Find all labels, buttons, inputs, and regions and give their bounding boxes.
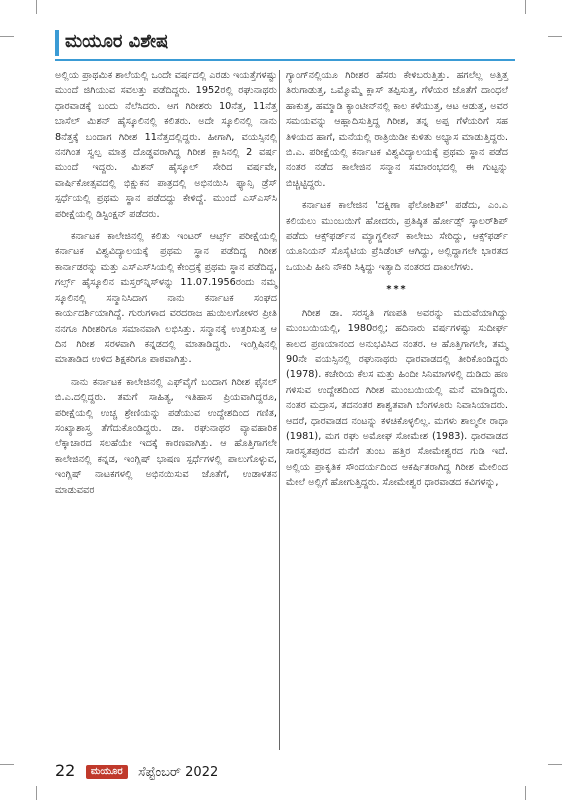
right-column <box>286 68 508 498</box>
paragraph: ಕರ್ನಾಟಕ ಕಾಲೇಜಿನಲ್ಲಿ ಕಲಿತು ಇಂಟರ್ ಆರ್ಟ್ಸ್ ಪರೀಕ್ಷೆಯಲ್ಲಿ ಕರ್ನಾಟಕ ವಿಶ್ವವಿದ್ಯಾಲಯಕ್ಕೆ ಪ್ರಥಮ ಸ್ಥಾನ ಪಡೆದಿದ್ದ ಗಿರೀಶ ಕಾರ್ನಾಡರನ್ನು ಮತ್ತು ಎಸ್‌ಎಸ್‌ಸಿಯಲ್ಲಿ ಕೇಂದ್ರಕ್ಕೆ ಪ್ರಥಮ ಸ್ಥಾನ ಪಡೆದಿದ್ದ, ಗರ್ಲ್ಸ್ ಹೈಸ್ಕೂಲಿನ ಮಸ್ತರ್‌ನ್ನಿಸ್‌ಳನ್ನು 11.07.1956ರಂದು ನಮ್ಮ ಸ್ಕೂಲಿನಲ್ಲಿ ಸನ್ಮಾನಿಸಿದಾಗ ನಾನು ಕರ್ನಾಟಕ ಸಂಘದ ಕಾರ್ಯದರ್ಶಿಯಾಗಿದ್ದೆ. ಗುರುಗಳಾದ ವರದರಾಜ ಹುಯಿಲಗೋಳರ ಪ್ರೀತಿ ನನಗೂ ಗಿರೀಶರಿಗೂ ಸಮಾನವಾಗಿ ಲಭಿಸಿತ್ತು. ಸನ್ಮಾನಕ್ಕೆ ಉತ್ತರಿಸುತ್ತ ಆ ದಿನ ಗಿರೀಶ ಸರಳವಾಗಿ ಕನ್ನಡದಲ್ಲಿ ಮಾತಾಡಿದ್ದರು. ಇಂಗ್ಲಿಷಿನಲ್ಲಿ ಮಾತಾಡಿದ ಉಳಿದ ಶಿಕ್ಷಕರಿಗೂ ಪಾಠವಾಗಿತ್ತು. <box>55 231 277 366</box>
crop-mark <box>548 764 562 765</box>
issue-date: ಸೆಪ್ಟೆಂಬರ್ 2022 <box>138 765 219 780</box>
crop-mark <box>525 786 526 800</box>
paragraph: ಅಲ್ಲಿಯ ಪ್ರಾಥಮಿಕ ಶಾಲೆಯಲ್ಲಿ ಒಂದೇ ವರ್ಷದಲ್ಲಿ ಎರಡು ಇಯತ್ತೆಗಳಷ್ಟು ಮುಂದೆ ಜಿಗಿಯುವ ಸವಲತ್ತು ಪಡೆದಿದ್ದರು. 1952ರಲ್ಲಿ ರಘುನಾಥರು ಧಾರವಾಡಕ್ಕೆ ಬಂದು ನೆಲೆಸಿದರು. ಆಗ ಗಿರೀಶರು 10ನೆತ್ತ, 11ನೆತ್ತ ಬಾಸೆಲ್ ಮಿಶನ್ ಹೈಸ್ಕೂಲಿನಲ್ಲಿ ಕಲಿತರು. ಅದೇ ಸ್ಕೂಲಿನಲ್ಲಿ ನಾನು 8ನೆತ್ತಕ್ಕೆ ಬಂದಾಗ ಗಿರೀಶ 11ನೆತ್ತದಲ್ಲಿದ್ದರು. ಹೀಗಾಗಿ, ವಯಸ್ಸಿನಲ್ಲಿ ನನಗಿಂತ ಸ್ವಲ್ಪ ಮಾತ್ರ ದೊಡ್ಡವರಾಗಿದ್ದ ಗಿರೀಶ ಕ್ಲಾಸಿನಲ್ಲಿ 2 ವರ್ಷ ಮುಂದೆ ಇದ್ದರು. ಮಿಶನ್ ಹೈಸ್ಕೂಲ್ ಸೇರಿದ ವರ್ಷವೇ, ವಾರ್ಷಿಕೋತ್ಸವದಲ್ಲಿ ಭಿಕ್ಷುಕನ ಪಾತ್ರದಲ್ಲಿ ಅಭಿನಯಿಸಿ ಫ್ಯಾನ್ಸಿ ಡ್ರೆಸ್ ಸ್ಪರ್ಧೆಯಲ್ಲಿ ಪ್ರಥಮ ಸ್ಥಾನ ಪಡೆದದ್ದು ಕೇಳಿದ್ದೆ. ಮುಂದೆ ಎಸ್‌ಎಸ್‌ಸಿ ಪರೀಕ್ಷೆಯಲ್ಲಿ ಡಿಸ್ಟಿಂಕ್ಷನ್ ಪಡೆದರು. <box>55 70 277 220</box>
section-header <box>55 30 515 64</box>
paragraph: ಗ್ಯಾಂಗ್‌ನಲ್ಲಿಯೂ ಗಿರೀಶರ ಹೆಸರು ಕೇಳಿಬರುತ್ತಿತ್ತು. ಹಗಲೆಲ್ಲ ಅತ್ತಿತ್ತ ತಿರುಗಾಡುತ್ತ, ಒಮ್ಮೊಮ್ಮೆ ಕ್ಲಾಸ್ ತಪ್ಪಿಸುತ್ತ, ಗೆಳೆಯರ ಜೊತೆಗೆ ದಾಂಧಲೆ ಹಾಕುತ್ತ, ಹಮ್ಮಾಡಿ ಕ್ಯಾಂಟೀನ್‌ನಲ್ಲಿ ಕಾಲ ಕಳೆಯುತ್ತ, ಆಟ ಆಡುತ್ತ, ಅವರ ಸಮಯವನ್ನು ಆಹ್ಲಾದಿಸುತ್ತಿದ್ದ ಗಿರೀಶ, ತನ್ನ ಅಪ್ಪ ಗೆಳೆಯರಿಗೆ ಸಹ ತಿಳಿಯದ ಹಾಗೆ, ಮನೆಯಲ್ಲಿ ರಾತ್ರಿಯಿಡೀ ಕುಳಿತು ಅಭ್ಯಾಸ ಮಾಡುತ್ತಿದ್ದರು. ಬಿ.ಎ. ಪರೀಕ್ಷೆಯಲ್ಲಿ ಕರ್ನಾಟಕ ವಿಶ್ವವಿದ್ಯಾಲಯಕ್ಕೆ ಪ್ರಥಮ ಸ್ಥಾನ ಪಡೆದ ನಂತರ ನಡೆದ ಕಾಲೇಜಿನ ಸನ್ಮಾನ ಸಮಾರಂಭದಲ್ಲಿ ಈ ಗುಟ್ಟನ್ನು ಬಿಚ್ಚಿಟ್ಟಿದ್ದರು. <box>286 70 508 189</box>
column-divider <box>279 70 280 750</box>
page-number: 22 <box>55 761 76 780</box>
magazine-logo: ಮಯೂರ <box>86 765 128 779</box>
page-footer <box>55 758 355 784</box>
crop-mark <box>525 0 526 14</box>
crop-mark <box>548 36 562 37</box>
paragraph: ಕರ್ನಾಟಕ ಕಾಲೇಜಿನ 'ದಕ್ಷಿಣಾ ಫೆಲೋಶಿಪ್' ಪಡೆದು, ಎಂ.ಎ ಕಲಿಯಲು ಮುಂಬಯಿಗೆ ಹೋದರು, ಪ್ರತಿಷ್ಠಿತ ರ್ಹೋಡ್ಸ್ ಸ್ಕಾಲರ್‌ಶಿಪ್ ಪಡೆದು ಆಕ್ಸ್‌ಫರ್ಡ್‌ನ ಮ್ಯಾಗ್ಡಲೀನ್ ಕಾಲೇಜು ಸೇರಿದ್ದು, ಆಕ್ಸ್‌ಫರ್ಡ್ ಯೂನಿಯನ್ ಸೊಸೈಟಿಯ ಪ್ರೆಸಿಡೆಂಟ್ ಆಗಿದ್ದು, ಅಲ್ಲಿದ್ದಾಗಲೇ ಭಾರತದ ಒಯುಪಿ ಹೀನಿ ನೌಕರಿ ಸಿಕ್ಕಿದ್ದು ಇತ್ಯಾದಿ ನಂತರದ ದಾಖಲೆಗಳು. <box>286 200 508 273</box>
header-accent-bar <box>55 30 59 56</box>
section-title: ಮಯೂರ ವಿಶೇಷ <box>65 31 169 52</box>
paragraph: ಗಿರೀಶ ಡಾ. ಸರಸ್ವತಿ ಗಣಪತಿ ಅವರನ್ನು ಮದುವೆಯಾಗಿದ್ದು ಮುಂಬಯಿಯಲ್ಲಿ, 1980ರಲ್ಲಿ; ಹದಿನಾರು ವರ್ಷಗಳಷ್ಟು ಸುದೀರ್ಘ ಕಾಲದ ಪ್ರಣಯಾನಂದ ಅನುಭವಿಸಿದ ನಂತರ. ಆ ಹೊತ್ತಿಗಾಗಲೇ, ತಮ್ಮ 90ನೇ ವಯಸ್ಸಿನಲ್ಲಿ ರಘುನಾಥರು ಧಾರವಾಡದಲ್ಲಿ ತೀರಿಕೊಂಡಿದ್ದರು (1978). ಕಚೇರಿಯ ಕೆಲಸ ಮತ್ತು ಹಿಂದೀ ಸಿನಿಮಾಗಳಲ್ಲಿ ದುಡಿದು ಹಣ ಗಳಿಸುವ ಉದ್ದೇಶದಿಂದ ಗಿರೀಶ ಮುಂಬಯಿಯಲ್ಲಿ ಮನೆ ಮಾಡಿದ್ದರು. ನಂತರ ಮದ್ರಾಸ, ತದನಂತರ ಶಾಶ್ವತವಾಗಿ ಬೆಂಗಳೂರು ನಿವಾಸಿಯಾದರು. ಆದರೆ, ಧಾರವಾಡದ ನಂಟನ್ನು ಕಳಚಿಕೊಳ್ಳಲಿಲ್ಲ. ಮಗಳು ಶಾಲ್ಮಲೀ ರಾಧಾ (1981), ಮಗ ರಘು ಅಮೋಘ ಸೋಮೇಶ (1983). ಧಾರವಾಡದ ಸಾರಸ್ವತಪುರದ ಮನೆಗೆ ತುಂಬ ಹತ್ತಿರ ಸೋಮೇಶ್ವರದ ಗುಡಿ ಇದೆ. ಅಲ್ಲಿಯ ಪ್ರಾಕೃತಿಕ ಸೌಂದರ್ಯದಿಂದ ಆಕರ್ಷಿತರಾಗಿದ್ದ ಗಿರೀಶ ಮೇಲಿಂದ ಮೇಲೆ ಅಲ್ಲಿಗೆ ಹೋಗುತ್ತಿದ್ದರು. ಸೋಮೇಶ್ವರ ಧಾರವಾಡದ ಕವಿಗಳನ್ನು, <box>286 307 508 489</box>
crop-mark <box>0 36 14 37</box>
header-rule <box>55 59 515 61</box>
section-separator: *** <box>386 284 408 296</box>
crop-mark <box>36 0 37 14</box>
left-column <box>55 68 277 505</box>
crop-mark <box>0 764 14 765</box>
crop-mark <box>36 786 37 800</box>
paragraph: ನಾನು ಕರ್ನಾಟಕ ಕಾಲೇಜಿನಲ್ಲಿ ಎಫ್‌ವೈಗೆ ಬಂದಾಗ ಗಿರೀಶ ಫೈನಲ್ ಬಿ.ಎ.ದಲ್ಲಿದ್ದರು. ತಮಗೆ ಸಾಹಿತ್ಯ, ಇತಿಹಾಸ ಪ್ರಿಯವಾಗಿದ್ದರೂ, ಪರೀಕ್ಷೆಯಲ್ಲಿ ಉಚ್ಚ ಶ್ರೇಣಿಯನ್ನು ಪಡೆಯುವ ಉದ್ದೇಶದಿಂದ ಗಣಿತ, ಸಂಖ್ಯಾಶಾಸ್ತ್ರ ತೆಗೆದುಕೊಂಡಿದ್ದರು. ಡಾ. ರಘುನಾಥರ ವ್ಯಾವಹಾರಿಕ ಲೆಕ್ಕಾಚಾರದ ಸಲಹೆಯೇ ಇದಕ್ಕೆ ಕಾರಣವಾಗಿತ್ತು. ಆ ಹೊತ್ತಿಗಾಗಲೇ ಕಾಲೇಜಿನಲ್ಲಿ ಕನ್ನಡ, ಇಂಗ್ಲಿಷ್ ಭಾಷಣ ಸ್ಪರ್ಧೆಗಳಲ್ಲಿ ಪಾಲುಗೊಳ್ಳುವ, ಇಂಗ್ಲಿಷ್ ನಾಟಕಗಳಲ್ಲಿ ಅಭಿನಯಿಸುವ ಜೊತೆಗೆ, ಉಡಾಳತನ ಮಾಡುವವರ <box>55 376 277 496</box>
